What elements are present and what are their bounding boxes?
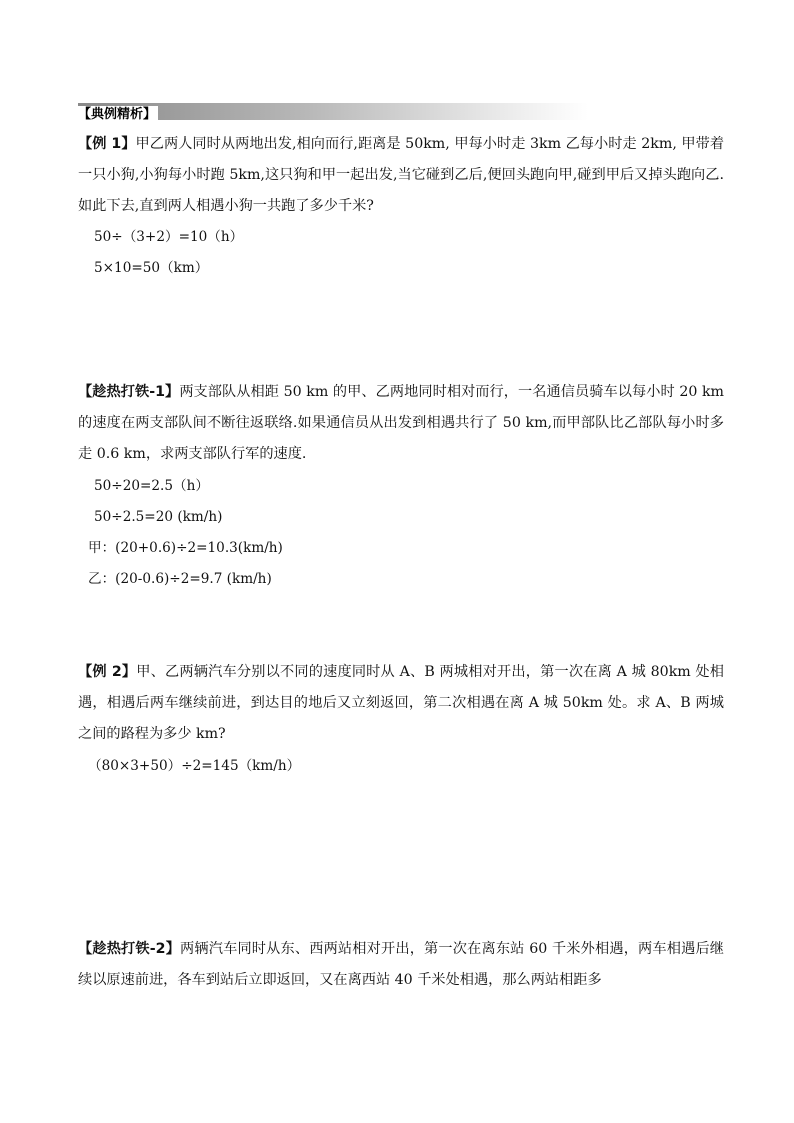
practice-1-problem — [78, 377, 724, 470]
example-2-work-line-1: （80×3+50）÷2=145（km/h） — [88, 758, 301, 774]
example-2-tag: 【例 2】 — [78, 664, 137, 680]
section-header-bar — [78, 103, 588, 120]
practice-1-work-line-3: 甲：(20+0.6)÷2=10.3(km/h) — [88, 540, 283, 556]
practice-2-text: 两辆汽车同时从东、西两站相对开出，第一次在离东站 60 千米外相遇，两车相遇后继续以原速前进，各车到站后立即返回，又在离西站 40 千米处相遇，那么两站相距多 — [78, 941, 724, 988]
practice-1-work-line-1: 50÷20=2.5（h） — [94, 478, 209, 494]
example-1-text: 甲乙两人同时从两地出发,相向而行,距离是 50km, 甲每小时走 3km 乙每小时走 2km, 甲带着一只小狗,小狗每小时跑 5km,这只狗和甲一起出发,当它碰到乙后,便回头跑向甲,碰到甲后又掉头跑向乙.如此下去,直到两人相遇小狗一共跑了多少千米? — [78, 136, 725, 214]
practice-1-work-line-4: 乙：(20-0.6)÷2=9.7 (km/h) — [88, 571, 272, 587]
example-1-tag: 【例 1】 — [78, 136, 136, 152]
practice-1-tag: 【趁热打铁-1】 — [78, 384, 180, 400]
example-2-problem — [78, 657, 724, 750]
example-1-work-line-2: 5×10=50（km） — [94, 260, 209, 276]
section-title: 【典例精析】 — [78, 107, 157, 122]
practice-1-text: 两支部队从相距 50 km 的甲、乙两地同时相对而行，一名通信员骑车以每小时 20 km 的速度在两支部队间不断往返联络.如果通信员从出发到相遇共行了 50 km,而甲部队比乙部队每小时多走 0.6 km，求两支部队行军的速度. — [78, 384, 725, 462]
practice-2-problem — [78, 934, 724, 996]
example-1-work-line-1: 50÷（3+2）=10（h） — [94, 229, 244, 245]
example-1-problem — [78, 129, 724, 222]
practice-1-work-line-2: 50÷2.5=20 (km/h) — [94, 509, 223, 525]
practice-2-tag: 【趁热打铁-2】 — [78, 941, 181, 957]
example-2-text: 甲、乙两辆汽车分别以不同的速度同时从 A、B 两城相对开出，第一次在离 A 城 80km 处相遇，相遇后两车继续前进，到达目的地后又立刻返回，第二次相遇在离 A 城 50km 处。求 A、B 两城 之间的路程为多少 km? — [78, 664, 724, 742]
